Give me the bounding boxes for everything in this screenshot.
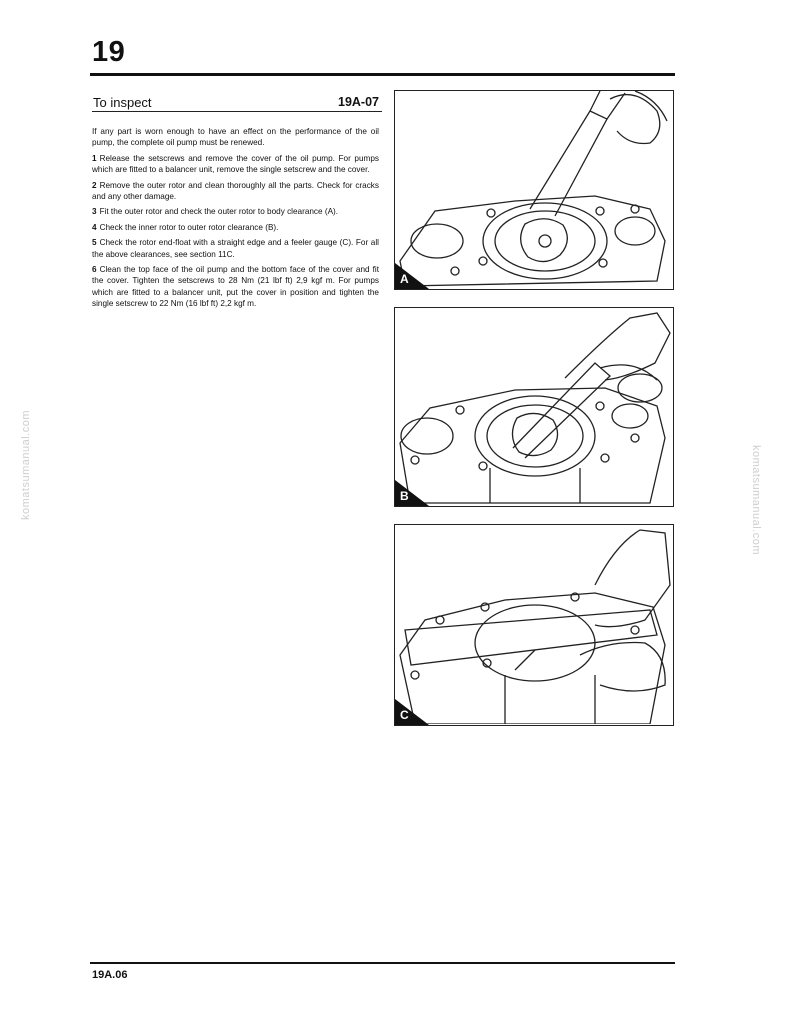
step-text: Remove the outer rotor and clean thoroughly all the parts. Check for cracks and any other damage.: [92, 180, 379, 202]
step-6: [92, 264, 379, 310]
figure-b-illustration: [395, 308, 672, 505]
figure-b: [394, 307, 674, 507]
figure-c-illustration: [395, 525, 672, 724]
figure-c: [394, 524, 674, 726]
watermark-left: komatsumanual.com: [20, 410, 32, 520]
chapter-number: 19: [92, 36, 126, 68]
figure-c-label: C: [400, 708, 409, 722]
step-2: [92, 180, 379, 203]
section-code: 19A-07: [338, 95, 379, 109]
header-rule: [90, 73, 675, 76]
step-number: 2: [92, 180, 97, 190]
step-5: [92, 237, 379, 260]
step-text: Release the setscrews and remove the cover of the oil pump. For pumps which are fitted to a balancer unit, remove the single setscrew and the cover.: [92, 153, 379, 175]
figure-a-illustration: [395, 91, 672, 288]
step-number: 6: [92, 265, 97, 275]
step-text: Check the inner rotor to outer rotor clearance (B).: [99, 222, 279, 232]
footer-rule: [90, 962, 675, 964]
figure-b-label: B: [400, 489, 409, 503]
step-text: Fit the outer rotor and check the outer rotor to body clearance (A).: [99, 207, 339, 217]
figure-a-label: A: [400, 272, 409, 286]
section-rule: [92, 111, 382, 112]
intro-paragraph: If any part is worn enough to have an effect on the performance of the oil pump, the complete oil pump must be renewed.: [92, 127, 379, 148]
step-number: 4: [92, 222, 97, 232]
instruction-text: [92, 126, 379, 314]
watermark-right: komatsumanual.com: [750, 445, 762, 555]
step-number: 5: [92, 238, 97, 248]
step-number: 1: [92, 153, 97, 163]
step-3: [92, 206, 379, 217]
page-number: 19A.06: [92, 969, 128, 981]
step-1: [92, 153, 379, 176]
step-text: Clean the top face of the oil pump and the bottom face of the cover and fit the cover. Tighten the setscrews to 28 Nm (21 lbf ft) 2,9 kgf m. For pumps which are fitted to a balancer unit, put the cover in position and tighten the single setscrew to 22 Nm (16 lbf ft) 2,2 kgf m.: [92, 265, 379, 309]
section-title: To inspect: [93, 95, 152, 110]
step-text: Check the rotor end-float with a straight edge and a feeler gauge (C). For all the above clearances, see section 11C.: [92, 238, 379, 259]
figure-a: [394, 90, 674, 290]
step-number: 3: [92, 207, 97, 217]
step-4: [92, 222, 379, 233]
